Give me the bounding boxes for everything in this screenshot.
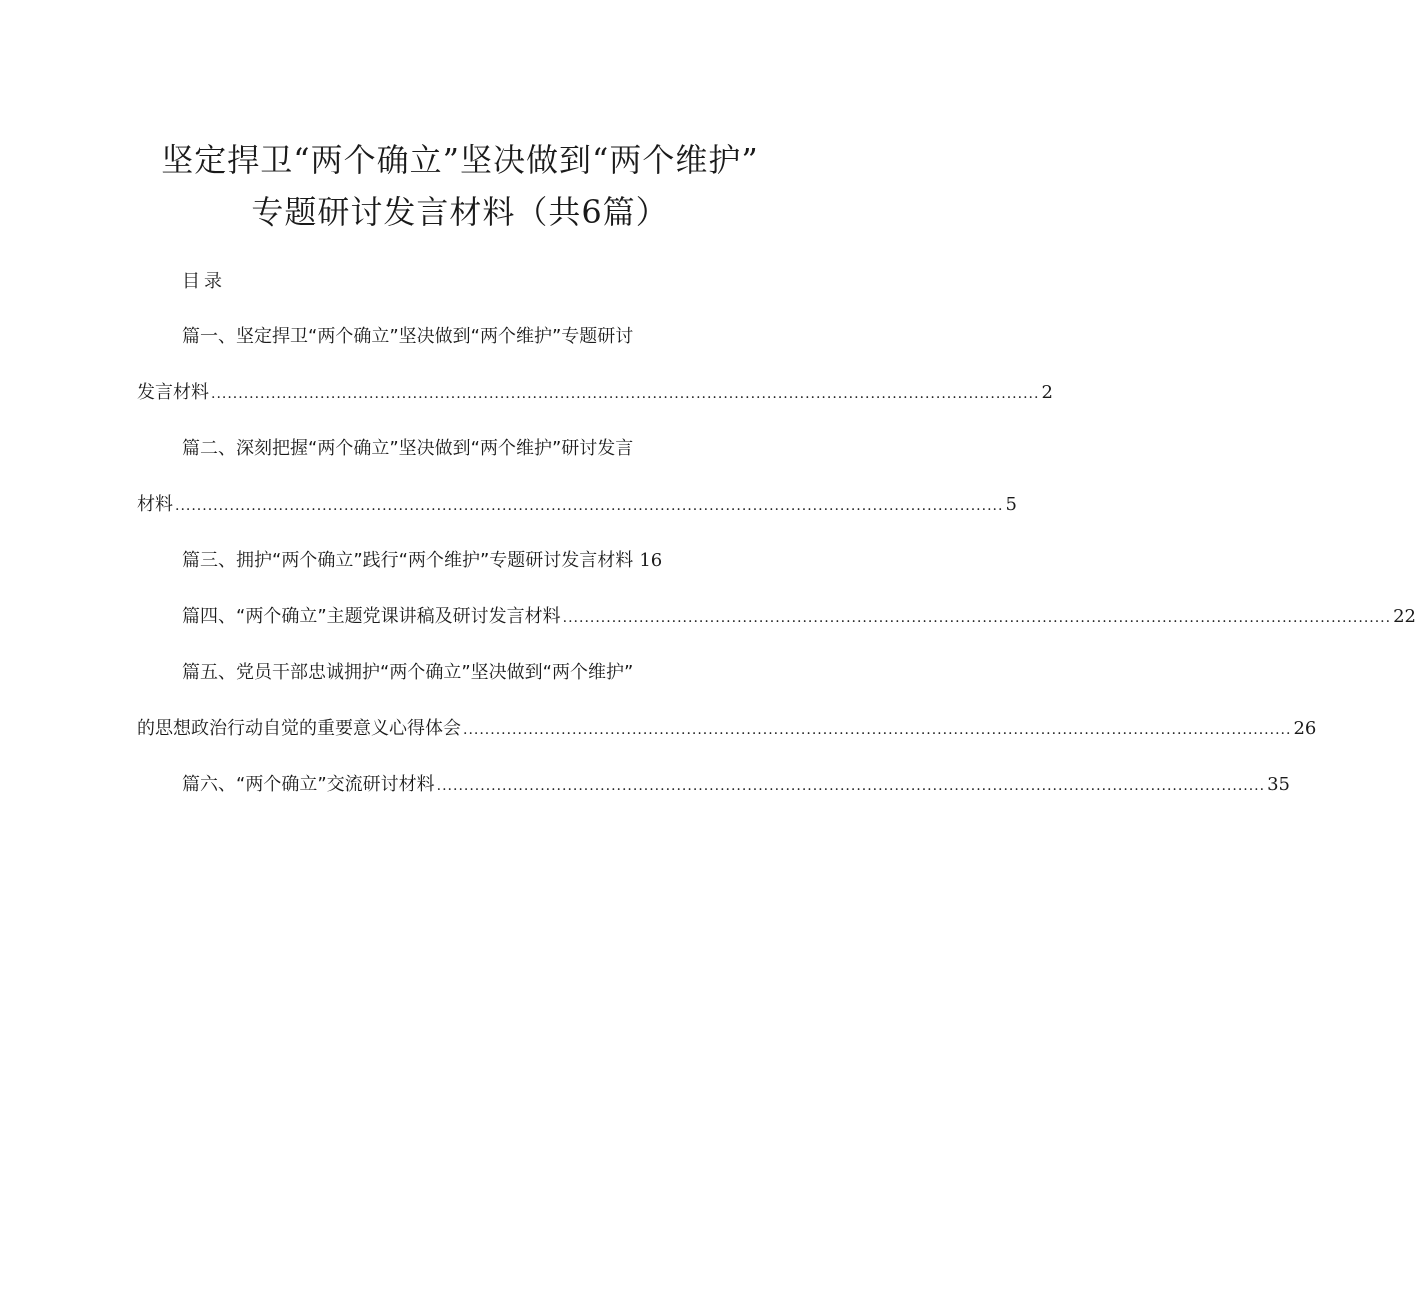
toc-entry-6-leader: ........................................................................................................................................................ bbox=[436, 778, 1266, 794]
toc-entry-1-leader: ........................................................................................................................................................ bbox=[211, 386, 1040, 402]
toc-entry-1-line2: 发言材料 bbox=[137, 382, 209, 403]
toc-entry-5-leader: ........................................................................................................................................................ bbox=[463, 722, 1292, 738]
toc-entry-3-line1: 篇三、拥护“两个确立”践行“两个维护”专题研讨发言材料 bbox=[182, 550, 634, 571]
toc-entry-3-page: 16 bbox=[639, 550, 663, 571]
toc-entry-6-line1: 篇六、“两个确立”交流研讨材料 bbox=[182, 774, 435, 795]
toc-entry-1-line1[interactable]: 篇一、坚定捍卫“两个确立”坚决做到“两个维护”专题研讨 bbox=[182, 326, 634, 347]
toc-entry-6[interactable] bbox=[182, 771, 1290, 800]
toc-entry-3[interactable] bbox=[182, 547, 662, 575]
toc-entry-4-leader: ........................................................................................................................................................ bbox=[562, 610, 1392, 626]
toc-entry-4-page: 22 bbox=[1393, 606, 1416, 627]
title-line-2: 专题研讨发言材料（共6篇） bbox=[251, 193, 669, 231]
toc-entry-5[interactable] bbox=[137, 715, 1317, 744]
toc-entry-4-line1: 篇四、“两个确立”主题党课讲稿及研讨发言材料 bbox=[182, 606, 561, 627]
toc-entry-2-leader: ........................................................................................................................................................ bbox=[175, 498, 1004, 514]
toc-entry-5-line2: 的思想政治行动自觉的重要意义心得体会 bbox=[137, 718, 461, 739]
toc-entry-1-page: 2 bbox=[1041, 382, 1053, 403]
toc-entry-2-page: 5 bbox=[1005, 494, 1017, 515]
toc-entry-6-page: 35 bbox=[1267, 774, 1290, 795]
toc-entry-2-line1[interactable]: 篇二、深刻把握“两个确立”坚决做到“两个维护”研讨发言 bbox=[182, 438, 634, 459]
toc-entry-1[interactable] bbox=[137, 379, 1053, 408]
toc-entry-2-line2: 材料 bbox=[137, 494, 173, 515]
title-line-1: 坚定捍卫“两个确立”坚决做到“两个维护” bbox=[161, 141, 759, 179]
toc-entry-5-line1[interactable]: 篇五、党员干部忠诚拥护“两个确立”坚决做到“两个维护” bbox=[182, 662, 634, 683]
toc-entry-4[interactable] bbox=[182, 603, 1416, 632]
toc-entry-2[interactable] bbox=[137, 491, 1017, 520]
toc-heading: 目录 bbox=[182, 271, 226, 292]
toc-entry-5-page: 26 bbox=[1293, 718, 1317, 739]
